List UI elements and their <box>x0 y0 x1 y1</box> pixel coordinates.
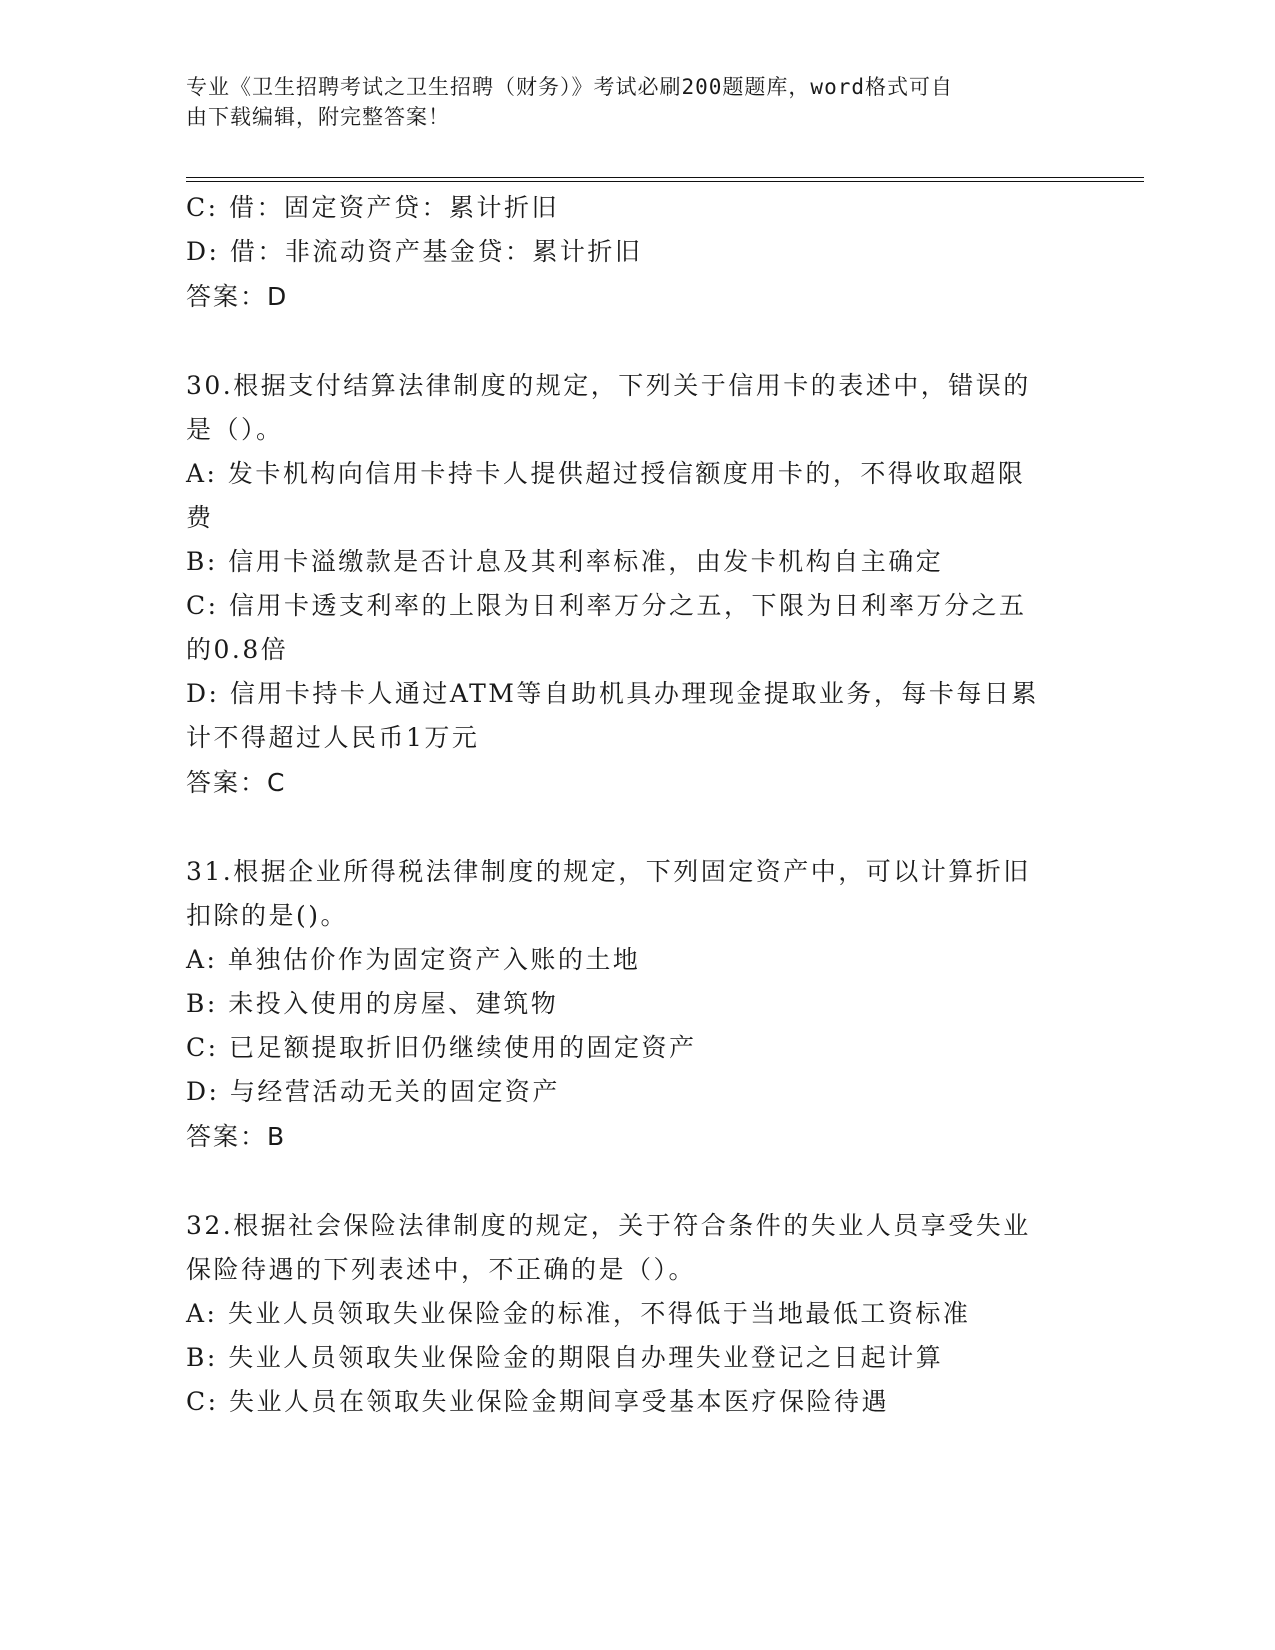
question-stem: 30.根据支付结算法律制度的规定，下列关于信用卡的表述中，错误的 <box>186 371 1031 400</box>
spacer <box>186 806 1066 850</box>
option-d: 计不得超过人民币1万元 <box>186 723 480 752</box>
answer-label: 答案：B <box>186 1122 287 1151</box>
spacer <box>186 1160 1066 1204</box>
question-list <box>186 186 1066 1424</box>
question-stem: 32.根据社会保险法律制度的规定，关于符合条件的失业人员享受失业 <box>186 1211 1031 1240</box>
document-header <box>186 72 1066 132</box>
option-b: B: 未投入使用的房屋、建筑物 <box>186 989 559 1018</box>
option-a: A: 发卡机构向信用卡持卡人提供超过授信额度用卡的，不得收取超限 <box>186 459 1026 488</box>
spacer <box>186 320 1066 364</box>
option-c: C: 信用卡透支利率的上限为日利率万分之五，下限为日利率万分之五 <box>186 591 1027 620</box>
option-a: 费 <box>186 503 214 532</box>
question-31 <box>186 850 1066 1160</box>
option-c: C: 失业人员在领取失业保险金期间享受基本医疗保险待遇 <box>186 1387 890 1416</box>
question-stem: 保险待遇的下列表述中，不正确的是（）。 <box>186 1255 697 1284</box>
header-line: 由下载编辑，附完整答案！ <box>186 105 450 129</box>
answer-label: 答案：C <box>186 768 287 797</box>
option-c: 的0.8倍 <box>186 635 289 664</box>
header-divider <box>186 177 1144 178</box>
option-c: C: 已足额提取折旧仍继续使用的固定资产 <box>186 1033 697 1062</box>
option-d: D: 借：非流动资产基金贷：累计折旧 <box>186 237 643 266</box>
option-d: D: 与经营活动无关的固定资产 <box>186 1077 560 1106</box>
header-line: 专业《卫生招聘考试之卫生招聘（财务）》考试必刷200题题库，word格式可自 <box>186 75 953 99</box>
option-b: B: 信用卡溢缴款是否计息及其利率标准，由发卡机构自主确定 <box>186 547 944 576</box>
option-c: C: 借：固定资产贷：累计折旧 <box>186 193 559 222</box>
option-a: A: 单独估价作为固定资产入账的土地 <box>186 945 641 974</box>
answer-label: 答案：D <box>186 282 289 311</box>
question-stem: 是（）。 <box>186 415 284 444</box>
question-continued <box>186 186 1066 320</box>
option-d: D: 信用卡持卡人通过ATM等自助机具办理现金提取业务，每卡每日累 <box>186 679 1039 708</box>
option-a: A: 失业人员领取失业保险金的标准，不得低于当地最低工资标准 <box>186 1299 971 1328</box>
question-32 <box>186 1204 1066 1424</box>
header-divider <box>186 181 1144 182</box>
question-30 <box>186 364 1066 806</box>
option-b: B: 失业人员领取失业保险金的期限自办理失业登记之日起计算 <box>186 1343 944 1372</box>
question-stem: 31.根据企业所得税法律制度的规定，下列固定资产中，可以计算折旧 <box>186 857 1031 886</box>
question-stem: 扣除的是()。 <box>186 901 349 930</box>
